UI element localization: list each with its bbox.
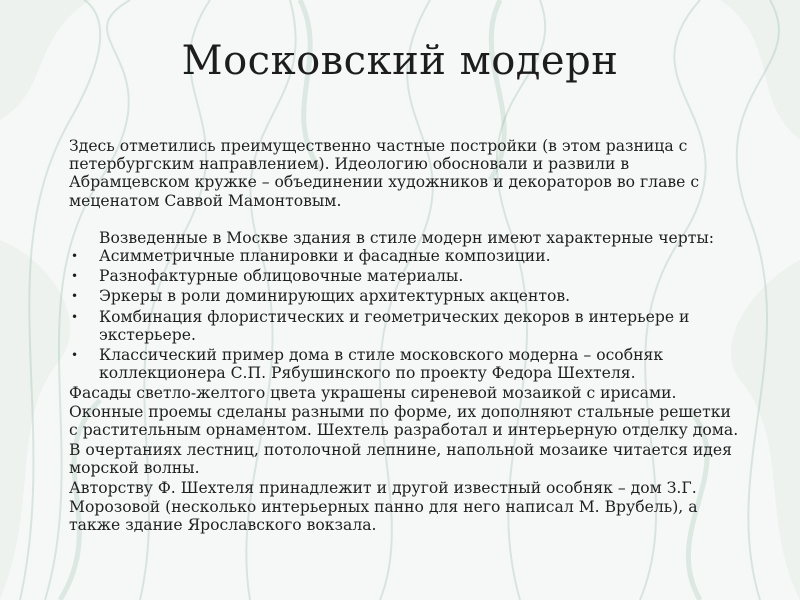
list-item	[69, 247, 741, 265]
spacer	[69, 210, 741, 229]
bullet-icon: •	[71, 309, 79, 324]
list-item-text: Эркеры в роли доминирующих архитектурных акцентов.	[99, 287, 571, 306]
list-item	[69, 267, 741, 285]
list-item-text: Асимметричные планировки и фасадные композиции.	[99, 247, 551, 266]
list-item-text: Комбинация флористических и геометрических декоров в интерьере и экстерьере.	[99, 307, 690, 344]
bullet-icon: •	[71, 348, 79, 363]
features-intro: Возведенные в Москве здания в стиле модерн имеют характерные черты:	[99, 228, 715, 247]
list-item-text: Разнофактурные облицовочные материалы.	[99, 267, 464, 286]
bullet-icon: •	[71, 289, 79, 304]
slide-body	[69, 137, 741, 534]
list-item	[69, 346, 741, 382]
bullet-icon: •	[71, 249, 79, 264]
intro-paragraph: Здесь отметились преимущественно частные постройки (в этом разница с петербургским направлением). Идеологию обосновали и развили в Абрамцевском кружке – объединении художников и декораторов во главе с меценатом Саввой Мамонтовым.	[69, 137, 700, 210]
features-list	[69, 247, 741, 382]
bullet-icon: •	[71, 269, 79, 284]
authorship-paragraph: Авторству Ф. Шехтеля принадлежит и другой известный особняк – дом З.Г. Морозовой (несколько интерьерных панно для него написал М. Врубель), а также здание Ярославского вокзала.	[69, 479, 698, 534]
list-item	[69, 287, 741, 305]
list-item	[69, 308, 741, 344]
wave-paragraph: В очертаниях лестниц, потолочной лепнине, напольной мозаике читается идея морской волны.	[69, 441, 732, 478]
slide-title: Московский модерн	[181, 38, 619, 84]
list-item-text: Классический пример дома в стиле московского модерна – особняк коллекционера С.П. Рябушинского по проекту Федора Шехтеля.	[99, 346, 664, 383]
facade-paragraph: Фасады светло-желтого цвета украшены сиреневой мозаикой с ирисами. Оконные проемы сделаны разными по форме, их дополняют стальные решетки с растительным орнаментом. Шехтель разработал и интерьерную отделку дома.	[69, 384, 739, 439]
